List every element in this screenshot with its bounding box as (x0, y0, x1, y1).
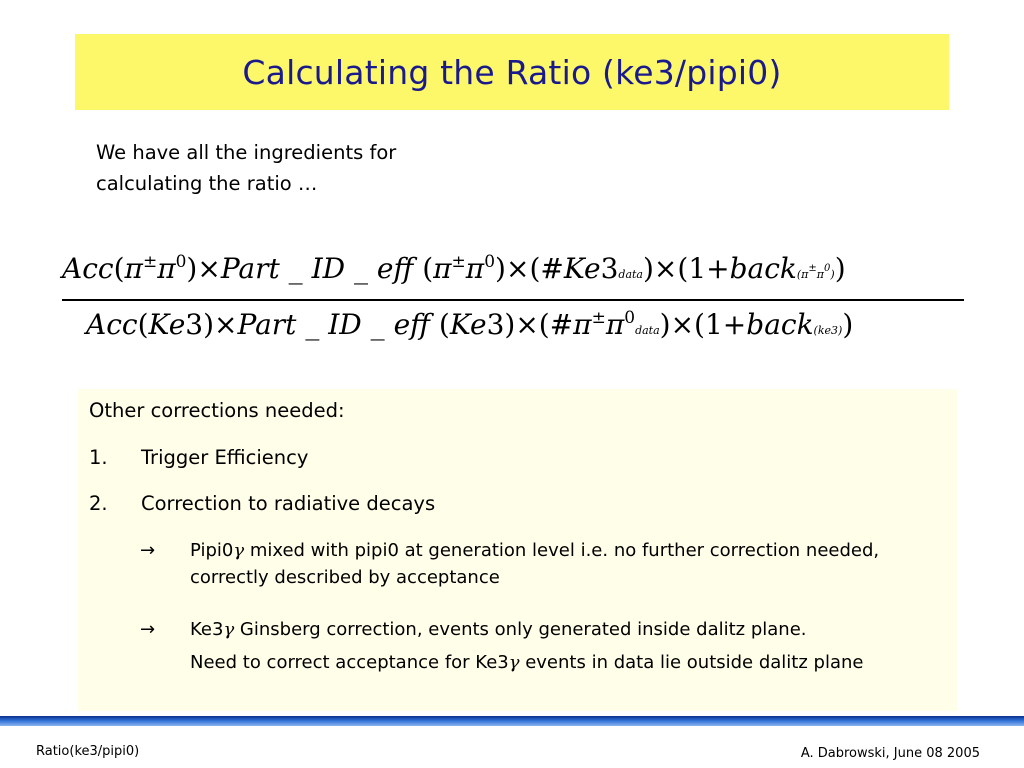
footer-divider (0, 716, 1024, 726)
title-banner (75, 34, 949, 110)
arrow-right-icon: → (140, 619, 156, 640)
intro-line-1: We have all the ingredients for (96, 141, 397, 164)
fraction-bar (62, 299, 964, 301)
sub-item-text: Ke3γ Ginsberg correction, events only generated inside dalitz plane. Need to correct acceptance for Ke3γ events in data lie outside dalitz plane (190, 619, 864, 673)
list-item-label: Trigger Efficiency (141, 446, 309, 469)
intro-text (96, 137, 516, 199)
gamma-symbol: γ (233, 540, 245, 561)
corrections-heading: Other corrections needed: (89, 399, 345, 422)
slide-title: Calculating the Ratio (ke3/pipi0) (242, 52, 782, 92)
arrow-right-icon: → (140, 540, 156, 561)
corrections-box (78, 389, 957, 711)
ratio-formula (62, 250, 964, 355)
formula-denominator: Acc(Ke3)×Part _ ID _ eff $(Ke3)\times(\#\pi^\pm\pi^0data)\times(1+back(ke3))$ (86, 308, 854, 341)
list-item-number: 2. (89, 492, 108, 515)
list-item-number: 1. (89, 446, 108, 469)
intro-line-2: calculating the ratio … (96, 172, 318, 195)
formula-numerator: $Acc(\pi^\pm\pi^0)\times Part$ _ ID _ eff $(\pi^\pm\pi^0)\times(\#Ke3data)\times(1+back(\pi^\pm\pi^0))$ (62, 252, 846, 285)
list-item-label: Correction to radiative decays (141, 492, 436, 515)
footer-author-date: A. Dabrowski, June 08 2005 (800, 746, 980, 761)
footer-title: Ratio(ke3/pipi0) (36, 744, 140, 759)
gamma-symbol: γ (223, 619, 235, 640)
sub-item-text: Pipi0γ mixed with pipi0 at generation level i.e. no further correction needed, correctly described by acceptance (190, 540, 880, 588)
gamma-symbol: γ (508, 652, 520, 673)
